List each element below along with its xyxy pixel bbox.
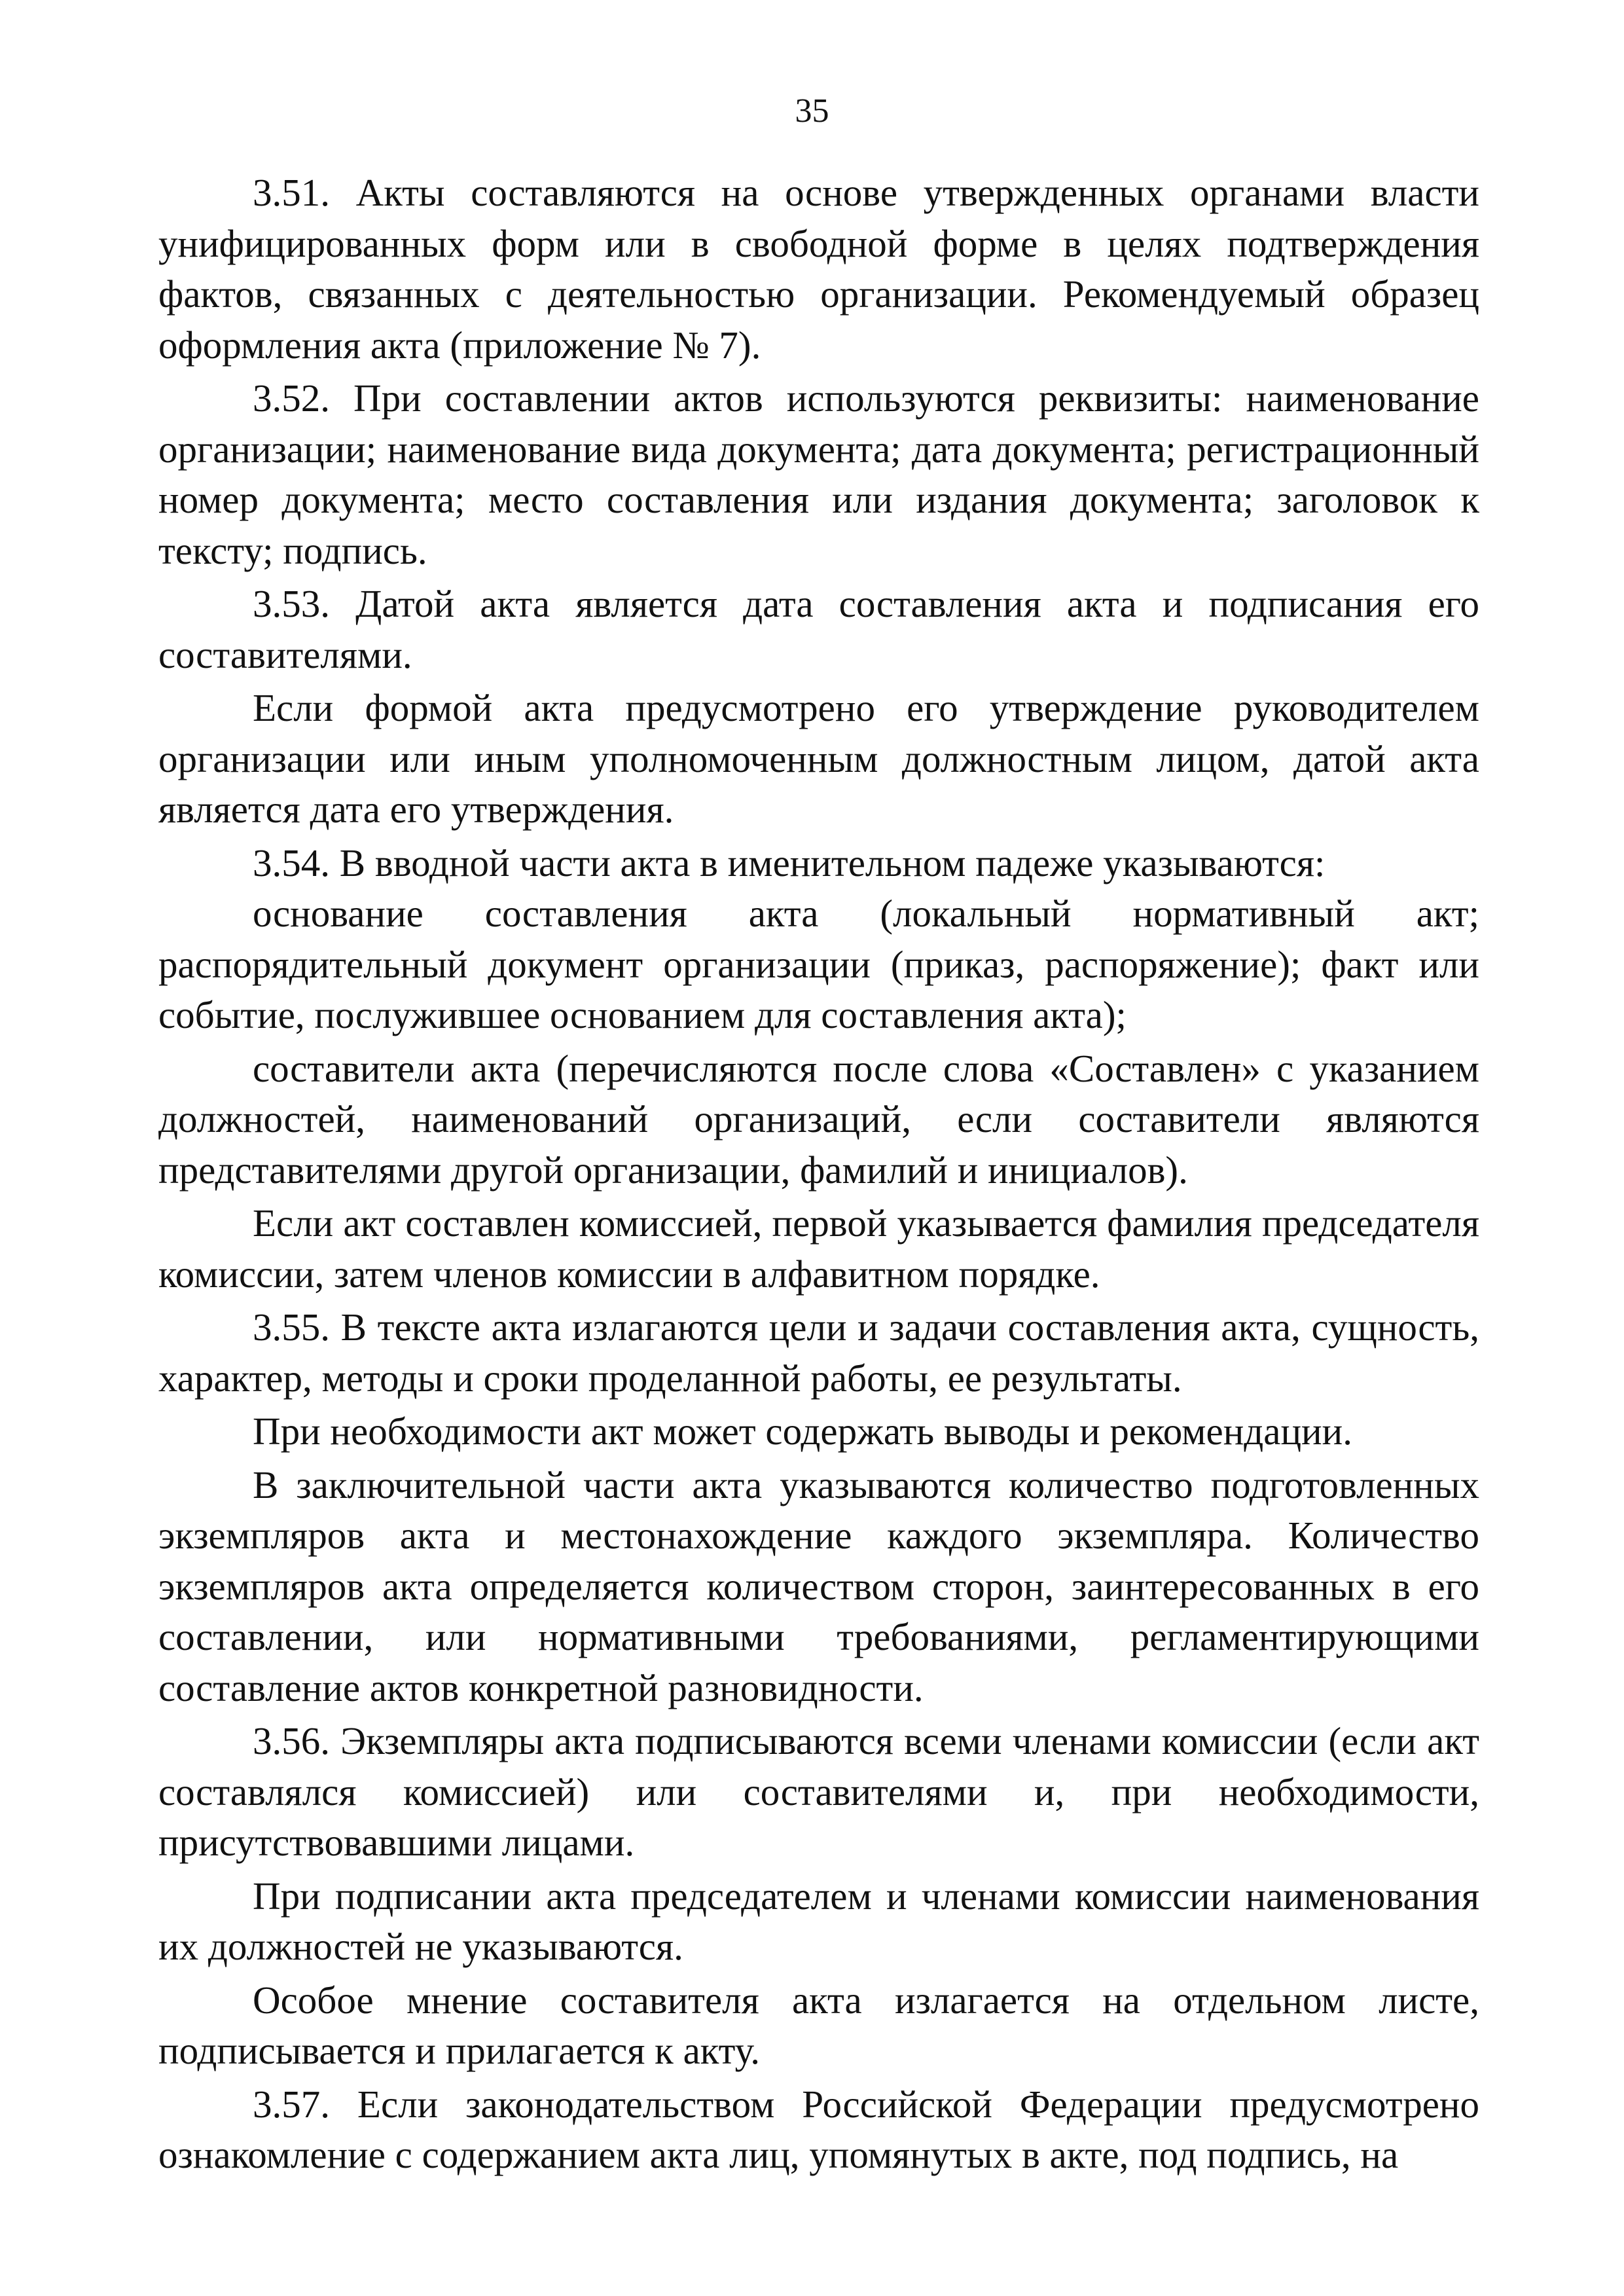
paragraph-3-51: 3.51. Акты составляются на основе утвержденных органами власти унифицированных форм или в свободной форме в целях подтверждения фактов, связанных с деятельностью организации. Рекомендуемый образец оформления акта (приложение № 7). <box>158 171 1479 367</box>
document-body <box>158 168 1479 2181</box>
paragraph-3-55: 3.55. В тексте акта излагаются цели и задачи составления акта, сущность, характер, методы и сроки проделанной работы, ее результаты. <box>158 1305 1479 1400</box>
paragraph-3-57: 3.57. Если законодательством Российской Федерации предусмотрено ознакомление с содержанием акта лиц, упомянутых в акте, под подпись, на <box>158 2082 1479 2176</box>
page-number: 35 <box>795 92 829 130</box>
paragraph-3-56-positions: При подписании акта председателем и членами комиссии наименования их должностей не указываются. <box>158 1874 1479 1968</box>
paragraph-3-53-approval: Если формой акта предусмотрено его утверждение руководителем организации или иным уполномоченным должностным лицом, датой акта является дата его утверждения. <box>158 686 1479 831</box>
paragraph-3-54-basis: основание составления акта (локальный нормативный акт; распорядительный документ организации (приказ, распоряжение); факт или событие, послужившее основанием для составления акта); <box>158 892 1479 1036</box>
paragraph-3-54: 3.54. В вводной части акта в именительном падеже указываются: <box>253 841 1326 884</box>
paragraph-3-55-conclusions: При необходимости акт может содержать выводы и рекомендации. <box>253 1410 1352 1453</box>
paragraph-3-56: 3.56. Экземпляры акта подписываются всеми членами комиссии (если акт составлялся комиссией) или составителями и, при необходимости, присутствовавшими лицами. <box>158 1719 1479 1864</box>
paragraph-3-56-dissent: Особое мнение составителя акта излагается на отдельном листе, подписывается и прилагается к акту. <box>158 1978 1479 2072</box>
paragraph-3-54-compilers: составители акта (перечисляются после слова «Составлен» с указанием должностей, наименований организаций, если составители являются представителями другой организации, фамилий и инициалов). <box>158 1046 1479 1192</box>
paragraph-3-54-commission: Если акт составлен комиссией, первой указывается фамилия председателя комиссии, затем членов комиссии в алфавитном порядке. <box>158 1201 1479 1296</box>
paragraph-3-55-final-part: В заключительной части акта указываются количество подготовленных экземпляров акта и местонахождение каждого экземпляра. Количество экземпляров акта определяется количеством сторон, заинтересованных в его составлении, или нормативными требованиями, регламентирующими составление актов конкретной разновидности. <box>158 1463 1479 1709</box>
paragraph-3-52: 3.52. При составлении актов используются реквизиты: наименование организации; наименование вида документа; дата документа; регистрационный номер документа; место составления или издания документа; заголовок к тексту; подпись. <box>158 376 1479 572</box>
paragraph-3-53: 3.53. Датой акта является дата составления акта и подписания его составителями. <box>158 582 1479 676</box>
